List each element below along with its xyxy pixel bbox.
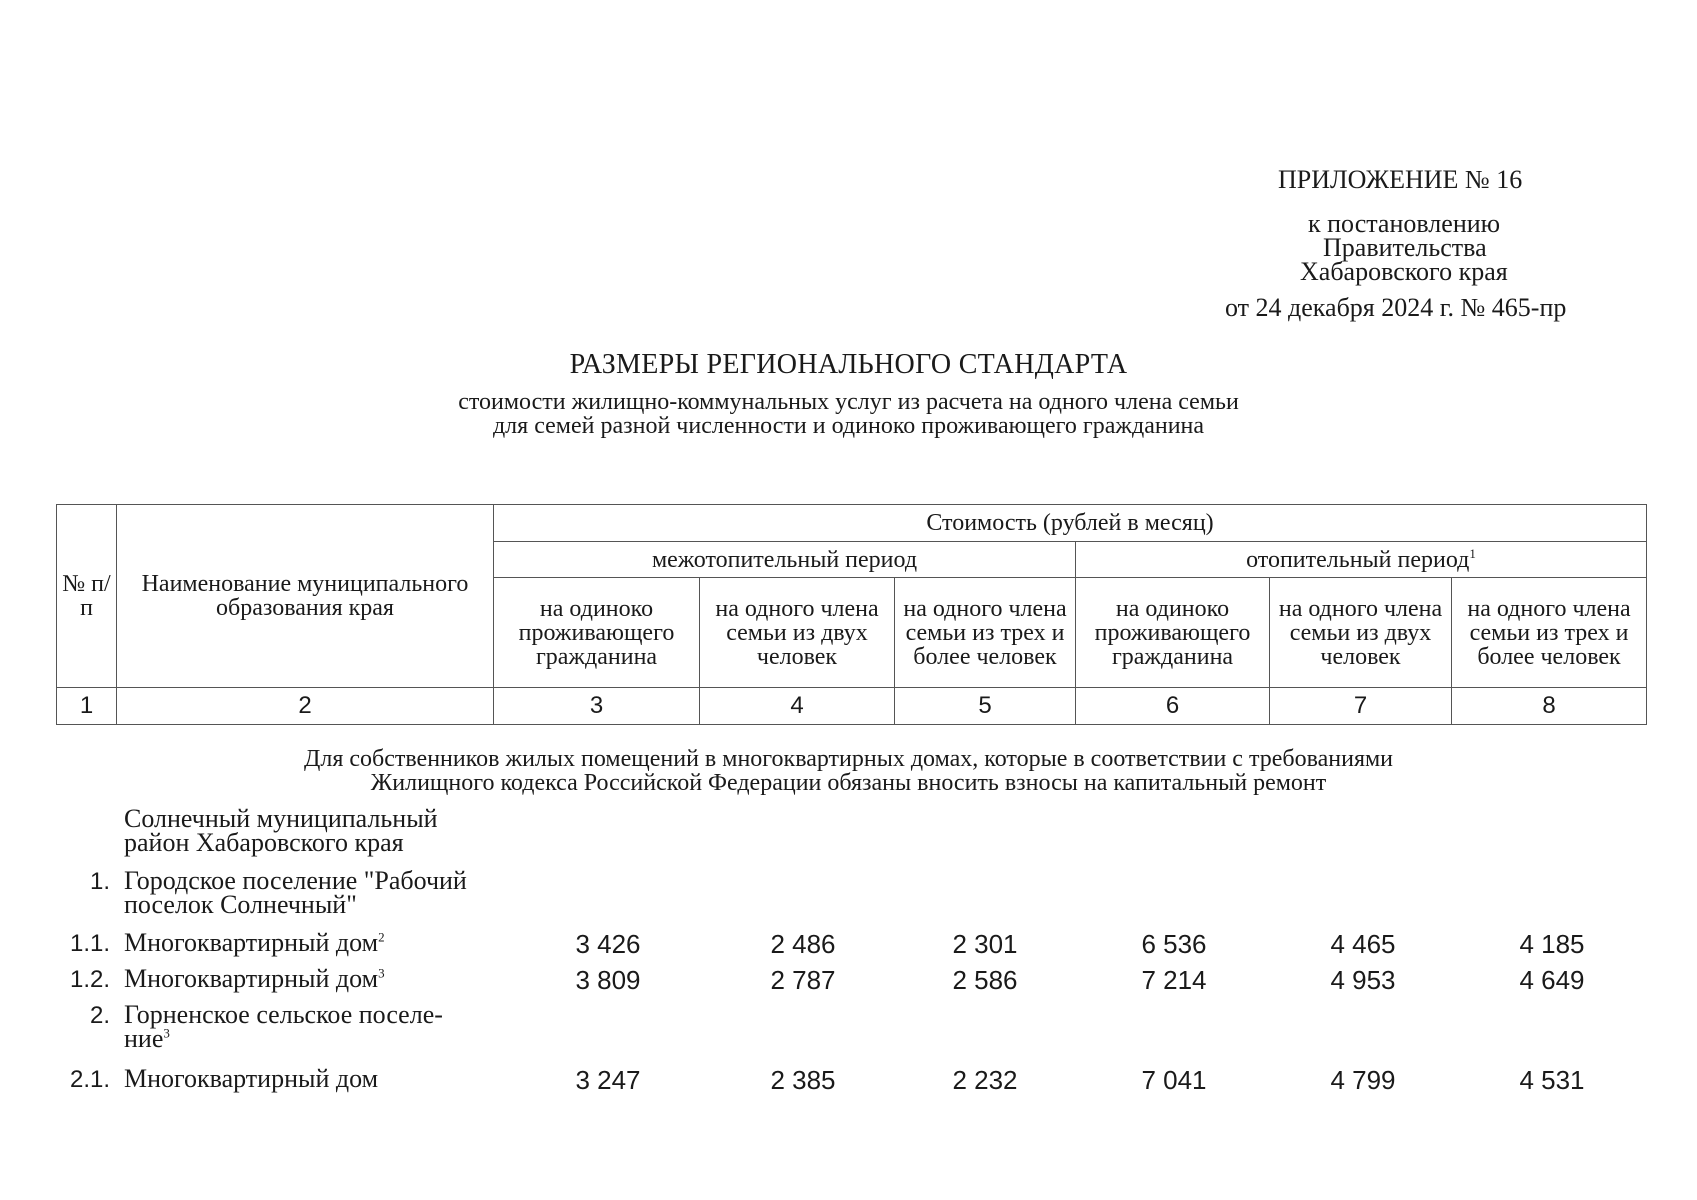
row-number: 1.2. <box>69 966 110 993</box>
cost-cell: 2 787 <box>770 965 836 995</box>
cost-cell: 2 385 <box>770 1065 836 1095</box>
cost-cell: 4 649 <box>1519 965 1585 995</box>
row-name <box>124 1064 504 1093</box>
row-number: 1. <box>89 868 110 895</box>
cost-cell: 4 953 <box>1330 965 1396 995</box>
row-name-text: Многоквартирный дом <box>124 1064 379 1093</box>
cost-cell: 2 586 <box>952 965 1018 995</box>
row-name <box>124 866 504 919</box>
row-number: 2.1. <box>69 1066 110 1093</box>
document-title: РАЗМЕРЫ РЕГИОНАЛЬНОГО СТАНДАРТА <box>569 349 1128 380</box>
header-sub-two: на одного члена семьи из двух человек <box>1270 578 1452 688</box>
column-number: 8 <box>1452 688 1647 725</box>
cost-cell: 3 247 <box>575 1065 641 1095</box>
period-heating-label: отопительный период <box>1246 546 1470 573</box>
footnote-mark: 3 <box>378 965 385 981</box>
appendix-date: от 24 декабря 2024 г. № 465-пр <box>1225 293 1567 322</box>
header-sub-two: на одного члена семьи из двух человек <box>700 578 895 688</box>
footnote-mark: 3 <box>163 1025 170 1041</box>
column-number: 7 <box>1270 688 1452 725</box>
row-name-text: Солнечный муниципальный район Хабаровского края <box>124 804 438 857</box>
header-table <box>56 504 1647 725</box>
column-number: 4 <box>700 688 895 725</box>
row-name-text: Горненское сельское поселе- ние <box>124 1000 443 1053</box>
cost-cell: 3 809 <box>575 965 641 995</box>
header-col-name: Наименование муниципального образования края <box>117 505 494 688</box>
footnote-mark: 2 <box>378 929 385 945</box>
footnote-mark: 1 <box>1469 545 1476 561</box>
header-sub-single: на одиноко проживающего гражданина <box>494 578 700 688</box>
cost-cell: 4 799 <box>1330 1065 1396 1095</box>
header-period-heating <box>1076 542 1647 578</box>
column-number: 2 <box>117 688 494 725</box>
cost-cell: 4 185 <box>1519 929 1585 959</box>
section-note-line-2: Жилищного кодекса Российской Федерации обязаны вносить взносы на капитальный ремонт <box>370 770 1327 796</box>
header-sub-three: на одного члена семьи из трех и более человек <box>895 578 1076 688</box>
header-sub-three: на одного члена семьи из трех и более человек <box>1452 578 1647 688</box>
column-number: 6 <box>1076 688 1270 725</box>
row-number: 2. <box>89 1002 110 1029</box>
row-name-text: Городское поселение "Рабочий поселок Солнечный" <box>124 866 467 919</box>
subtitle-line-1: стоимости жилищно-коммунальных услуг из расчета на одного члена семьи <box>458 389 1239 415</box>
appendix-title: ПРИЛОЖЕНИЕ № 16 <box>1278 165 1523 194</box>
appendix-line-3: Хабаровского края <box>1300 257 1508 286</box>
appendix-line-1: к постановлению <box>1308 209 1501 238</box>
row-name <box>124 804 504 857</box>
section-note <box>0 747 1697 795</box>
column-number: 1 <box>57 688 117 725</box>
cost-cell: 4 465 <box>1330 929 1396 959</box>
row-name-text: Многоквартирный дом <box>124 928 379 957</box>
cost-cell: 7 041 <box>1141 1065 1207 1095</box>
subtitle-line-2: для семей разной численности и одиноко проживающего гражданина <box>492 413 1205 439</box>
cost-cell: 3 426 <box>575 929 641 959</box>
row-name-text: Многоквартирный дом <box>124 964 379 993</box>
header-sub-single: на одиноко проживающего гражданина <box>1076 578 1270 688</box>
document-subtitle <box>0 390 1697 438</box>
cost-cell: 2 486 <box>770 929 836 959</box>
cost-cell: 2 301 <box>952 929 1018 959</box>
header-cost: Стоимость (рублей в месяц) <box>494 505 1647 542</box>
row-number: 1.1. <box>69 930 110 957</box>
row-name <box>124 964 504 993</box>
column-number: 5 <box>895 688 1076 725</box>
row-name <box>124 928 504 957</box>
header-period-off: межотопительный период <box>494 542 1076 578</box>
column-number: 3 <box>494 688 700 725</box>
appendix-line-2: Правительства <box>1323 233 1487 262</box>
cost-cell: 7 214 <box>1141 965 1207 995</box>
cost-cell: 6 536 <box>1141 929 1207 959</box>
cost-cell: 4 531 <box>1519 1065 1585 1095</box>
row-name <box>124 1000 504 1053</box>
cost-cell: 2 232 <box>952 1065 1018 1095</box>
section-note-line-1: Для собственников жилых помещений в многоквартирных домах, которые в соответствии с требованиями <box>303 746 1394 772</box>
header-col-no: № п/п <box>57 505 117 688</box>
